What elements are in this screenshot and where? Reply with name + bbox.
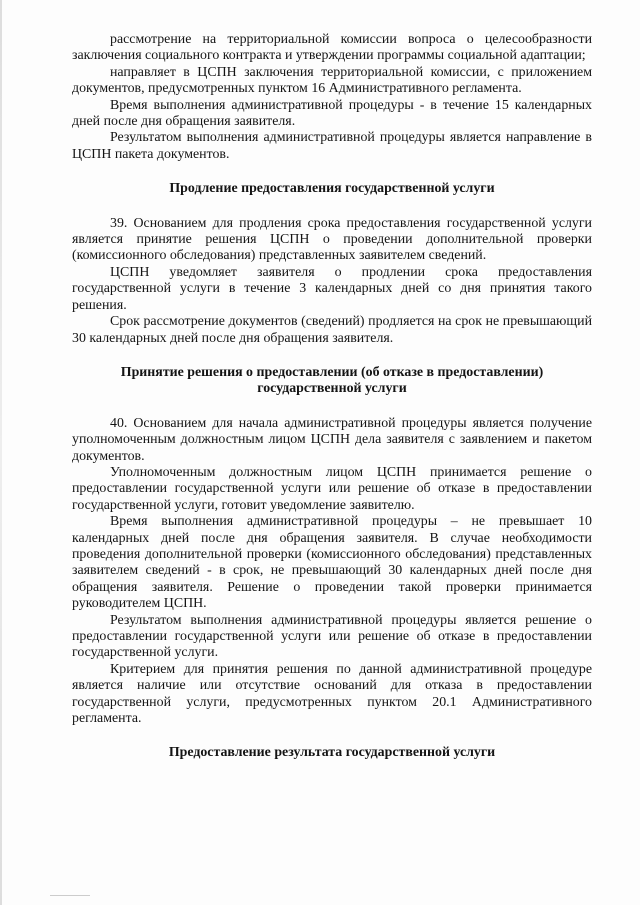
paragraph: Критерием для принятия решения по данной административной процедуре является наличие или отсутствие оснований для отказа в предоставлении государственной услуги, предусмотренных пунктом 20.1 Административного регламента. (72, 661, 592, 727)
paragraph: рассмотрение на территориальной комиссии вопроса о целесообразности заключения социального контракта и утверждении программы социальной адаптации; (72, 32, 592, 64)
paragraph: Результатом выполнения административной процедуры является направление в ЦСПН пакета документов. (72, 130, 592, 162)
document-body (72, 32, 592, 762)
paragraph: 40. Основанием для начала административной процедуры является получение уполномоченным должностным лицом ЦСПН дела заявителя с заявлением и пакетом документов. (72, 415, 592, 464)
paragraph: Уполномоченным должностным лицом ЦСПН принимается решение о предоставлении государственной услуги или решение об отказе в предоставлении государственной услуги, готовит уведомление заявителю. (72, 464, 592, 513)
paragraph: направляет в ЦСПН заключения территориальной комиссии, с приложением документов, предусмотренных пунктом 16 Административного регламента. (72, 64, 592, 97)
paragraph: Время выполнения административной процедуры – не превышает 10 календарных дней после дня обращения заявителя. В случае необходимости проведения дополнительной проверки (комиссионного обследования) представленных заявителем сведений - в срок, не превышающий 30 календарных дней после дня обращения заявителя. Решение о проведении такой проверки принимается руководителем ЦСПН. (72, 514, 592, 612)
paragraph: Время выполнения административной процедуры - в течение 15 календарных дней после дня обращения заявителя. (72, 97, 592, 130)
paragraph: ЦСПН уведомляет заявителя о продлении срока предоставления государственной услуги в течение 3 календарных дней со дня принятия такого решения. (72, 264, 592, 313)
section-heading-decision-line2: государственной услуги (257, 381, 407, 397)
scan-edge-shadow (0, 0, 2, 905)
section-heading-result: Предоставление результата государственной услуги (168, 745, 496, 761)
scan-artifact (50, 895, 90, 896)
section-heading-extension: Продление предоставления государственной услуги (169, 181, 495, 197)
paragraph: 39. Основанием для продления срока предоставления государственной услуги является принятие решения ЦСПН о проведении дополнительной проверки (комиссионного обследования) представленных заявителем сведений. (72, 215, 592, 264)
section-heading-decision-line1: Принятие решения о предоставлении (об отказе в предоставлении) (120, 364, 544, 380)
paragraph: Срок рассмотрение документов (сведений) продляется на срок не превышающий 30 календарных дней после дня обращения заявителя. (72, 314, 592, 346)
paragraph: Результатом выполнения административной процедуры является решение о предоставлении государственной услуги или решение об отказе в предоставлении государственной услуги. (72, 612, 592, 661)
